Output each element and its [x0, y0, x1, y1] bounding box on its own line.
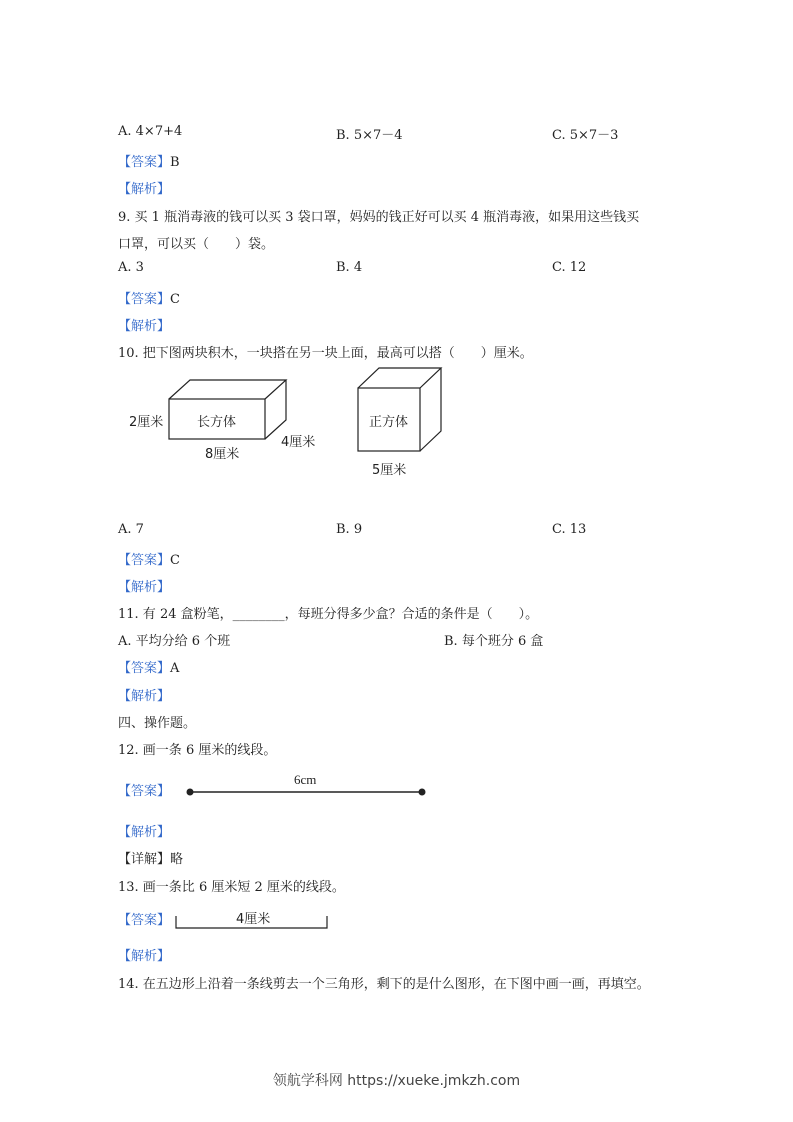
q13-text: 13. 画一条比 6 厘米短 2 厘米的线段。	[118, 880, 345, 895]
q13-answer-tag: 【答案】	[118, 913, 171, 928]
section-heading: 四、操作题。	[118, 716, 197, 731]
cuboid-drawing	[169, 380, 286, 439]
answer-tag: 【答案】	[118, 292, 171, 307]
q9-text-line1: 9. 买 1 瓶消毒液的钱可以买 3 袋口罩，妈妈的钱正好可以买 4 瓶消毒液，如果用这些钱买	[118, 210, 640, 225]
q11-answer	[118, 657, 179, 676]
answer-value: B	[170, 155, 180, 170]
answer-tag: 【答案】	[118, 155, 171, 170]
cube-edge-label: 5厘米	[372, 463, 407, 478]
q10-text: 10. 把下图两块积木，一块搭在另一块上面，最高可以搭（ ）厘米。	[118, 346, 533, 361]
q11-option-b: B. 每个班分 6 盒	[444, 634, 544, 649]
q11-analysis-tag: 【解析】	[118, 689, 171, 704]
q12-text: 12. 画一条 6 厘米的线段。	[118, 743, 277, 758]
q9-option-c: C. 12	[552, 260, 587, 275]
q12-answer-tag: 【答案】	[118, 784, 171, 799]
q9-option-b: B. 4	[336, 260, 363, 275]
answer-value: C	[170, 292, 180, 307]
q13-analysis-tag: 【解析】	[118, 949, 171, 964]
detail-tag: 【详解】	[118, 852, 171, 867]
q11-text: 11. 有 24 盒粉笔，________，每班分得多少盒？合适的条件是（ ）。	[118, 607, 539, 622]
cube-name-label: 正方体	[369, 415, 409, 430]
answer-tag: 【答案】	[118, 661, 171, 676]
q8-answer	[118, 151, 180, 170]
q10-answer	[118, 549, 180, 568]
answer-value: A	[170, 661, 180, 676]
q10-analysis-tag: 【解析】	[118, 580, 171, 595]
q10-option-c: C. 13	[552, 522, 587, 537]
q12-analysis-tag: 【解析】	[118, 825, 171, 840]
cuboid-width-label: 4厘米	[281, 435, 316, 450]
q9-text-line2: 口罩，可以买（ ）袋。	[118, 237, 275, 252]
answer-value: C	[170, 553, 180, 568]
q9-option-a: A. 3	[118, 260, 144, 275]
footer-watermark: 领航学科网 https://xueke.jmkzh.com	[272, 1073, 521, 1089]
cuboid-name-label: 长方体	[197, 415, 237, 430]
detail-value: 略	[170, 852, 184, 867]
q10-option-a: A. 7	[118, 522, 144, 537]
q9-answer	[118, 288, 180, 307]
q8-option-c: C. 5×7－3	[552, 128, 619, 143]
q12-segment-label: 6cm	[294, 772, 317, 787]
q11-option-a: A. 平均分给 6 个班	[118, 634, 231, 649]
cube-drawing	[358, 368, 441, 451]
q10-option-b: B. 9	[336, 522, 363, 537]
q13-segment-label: 4厘米	[236, 912, 271, 927]
q12-detail	[118, 848, 183, 867]
q14-text: 14. 在五边形上沿着一条线剪去一个三角形，剩下的是什么图形，在下图中画一画，再填空。	[118, 977, 650, 992]
cuboid-height-label: 2厘米	[129, 415, 164, 430]
answer-tag: 【答案】	[118, 553, 171, 568]
q8-analysis-tag: 【解析】	[118, 182, 171, 197]
cuboid-length-label: 8厘米	[205, 447, 240, 462]
q8-option-b: B. 5×7－4	[336, 128, 403, 143]
q9-analysis-tag: 【解析】	[118, 319, 171, 334]
q8-option-a: A. 4×7+4	[118, 124, 183, 139]
